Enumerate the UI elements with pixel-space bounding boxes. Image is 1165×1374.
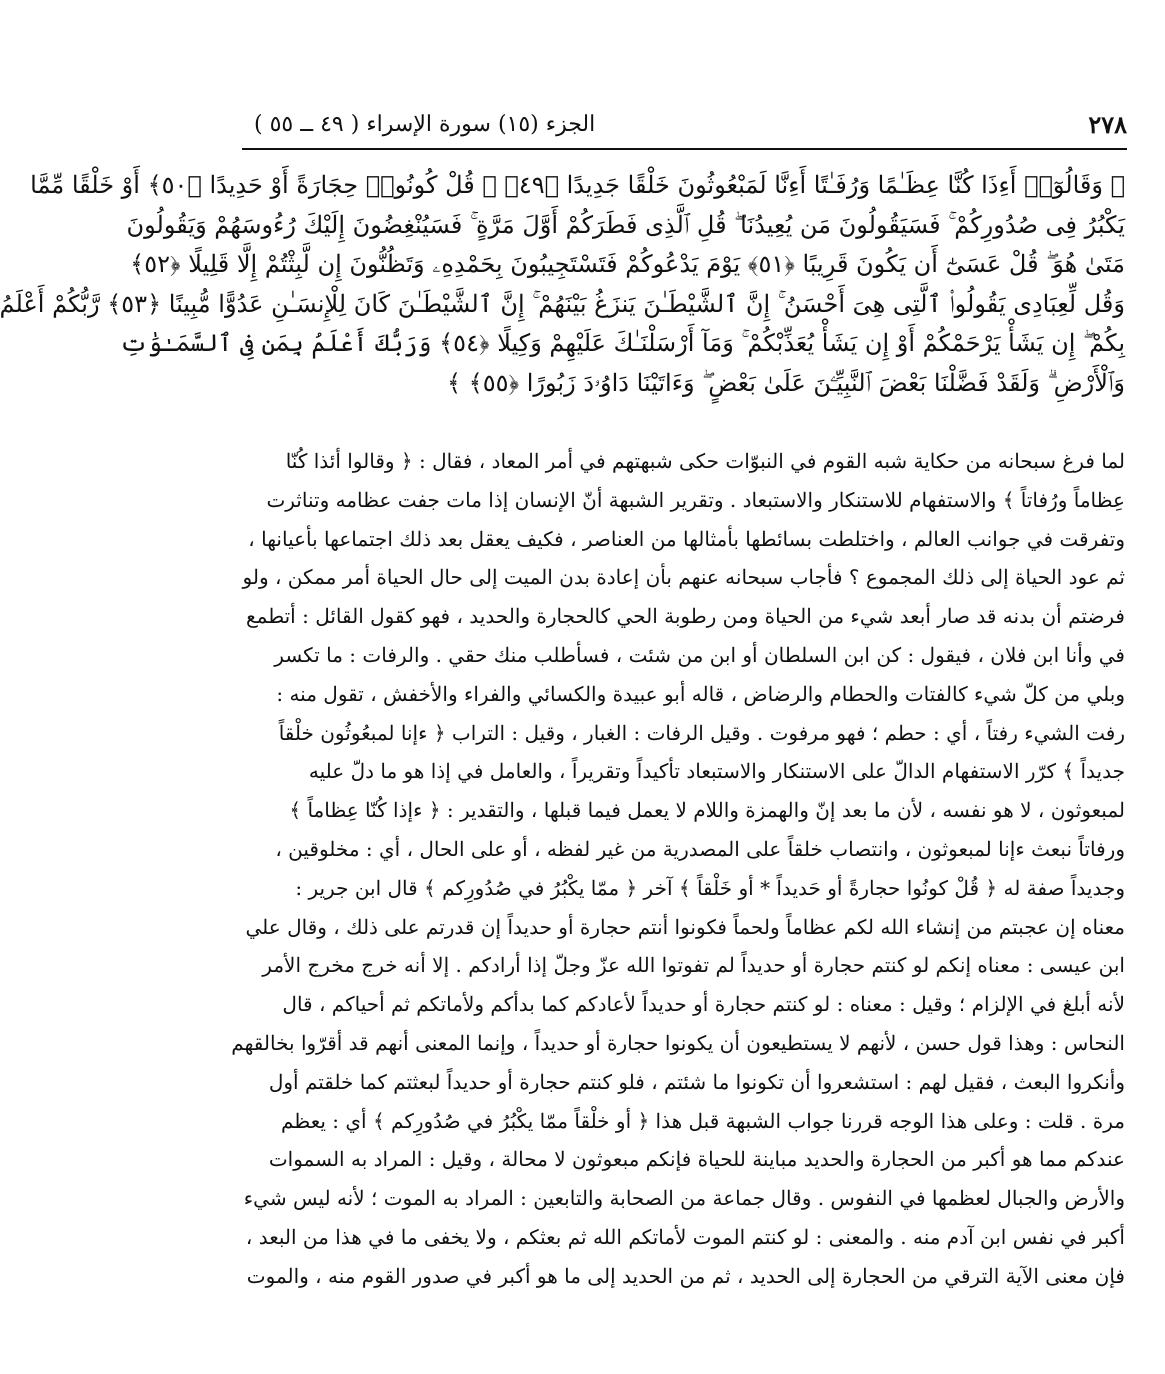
- commentary-line: معناه إن عجبتم من إنشاء الله لكم عظاماً ولحماً فكونوا أنتم حجارة أو حديداً إن قدرتم على ذلك ، وقال علي: [245, 914, 1125, 939]
- commentary-line: وأنكروا البعث ، فقيل لهم : استشعروا أن تكونوا ما شئتم ، فلو كنتم حجارة أو حديداً لبعثتم كما خلقتم أول: [268, 1069, 1125, 1094]
- verse-line: مَتَىٰ هُوَ ۖ قُلْ عَسَىٰٓ أَن يَكُونَ قَرِيبًا ﴿٥١﴾ يَوْمَ يَدْعُوكُمْ فَتَسْتَجِيبُونَ بِحَمْدِهِۦ وَتَظُنُّونَ إِن لَّبِثْتُمْ إِلَّا قَلِيلًا ﴿٥٢﴾: [130, 250, 1125, 278]
- verse-line: بِكُمْ ۖ إِن يَشَأْ يَرْحَمْكُمْ أَوْ إِن يَشَأْ يُعَذِّبْكُمْ ۚ وَمَآ أَرْسَلْنَـٰكَ عَلَيْهِمْ وَكِيلًا ﴿٥٤﴾ وَرَبُّكَ أَعْلَمُ بِمَن فِى ٱلسَّمَـٰوَٰتِ: [119, 329, 1125, 357]
- commentary-line: لمبعوثون ، لا هو نفسه ، لأن ما بعد إنّ والهمزة واللام لا يعمل فيما قبلها ، والتقدير : ﴿ ءإذا كُنّا عِظاماً ﴾: [289, 798, 1125, 823]
- tafsir-commentary: [231, 442, 1125, 1296]
- commentary-line: جديداً ﴾ كرّر الاستفهام الدالّ على الاستنكار والاستبعاد تأكيداً وتقريراً ، والعامل في إذا هو ما دلّ عليه: [308, 759, 1125, 784]
- commentary-line: ورفاتاً نبعث ءإنا لمبعوثون ، وانتصاب خلقاً على المصدرية من غير لفظه ، أو على الحال ، أي : مخلوقين ،: [275, 836, 1125, 861]
- commentary-line: وجديداً صفة له ﴿ قُلْ كونُوا حجارةً أو حَديداً * أو خَلْقاً ﴾ آخر ﴿ ممّا يكْبُرُ في صُدُورِكم ﴾ قال ابن جرير :: [295, 875, 1125, 900]
- commentary-line: ابن عيسى : معناه إنكم لو كنتم حجارة أو حديداً لم تفوتوا الله عزّ وجلّ إذا أرادكم . إلا أنه خرج مخرج الأمر: [262, 953, 1125, 978]
- commentary-line: رفت الشيء رفتاً ، أي : حطم ؛ فهو مرفوت . وقيل الرفات : الغبار ، وقيل : التراب ﴿ ءإنا لمبعُوثُون خلْقاً: [278, 720, 1125, 745]
- verse-line: وَٱلْأَرْضِ ۗ وَلَقَدْ فَضَّلْنَا بَعْضَ ٱلنَّبِيِّـۧنَ عَلَىٰ بَعْضٍ ۖ وَءَاتَيْنَا دَاوُۥدَ زَبُورًا ﴿٥٥﴾ ﴾: [446, 368, 1125, 397]
- verse-line: ﴿ وَقَالُوٓا۟ أَءِذَا كُنَّا عِظَـٰمًا وَرُفَـٰتًا أَءِنَّا لَمَبْعُوثُونَ خَلْقًا جَدِيدًا ﴿٤٩﴾ ۞ قُلْ كُونُوا۟ حِجَارَةً أَوْ حَدِيدًا ﴿٥٠﴾ أَوْ خَلْقًا مِّمَّا: [30, 171, 1125, 199]
- header-divider: [242, 148, 1127, 150]
- commentary-line: والأرض والجبال لعظمها في النفوس . وقال جماعة من الصحابة والتابعين : المراد به الموت ؛ لأنه ليس شيء: [243, 1186, 1125, 1211]
- commentary-line: عِظاماً ورُفاتاً ﴾ والاستفهام للاستنكار والاستبعاد . وتقرير الشبهة أنّ الإنسان إذا مات جفت عظامه وتناثرت: [266, 487, 1125, 512]
- commentary-line: لما فرغ سبحانه من حكاية شبه القوم في النبوّات حكى شبهتهم في أمر المعاد ، فقال : ﴿ وقالوا أئذا كُنّا: [285, 449, 1125, 473]
- commentary-line: ثم عود الحياة إلى ذلك المجموع ؟ فأجاب سبحانه عنهم بأن إعادة بدن الميت إلى حال الحياة أمر ممكن ، ولو: [242, 565, 1125, 590]
- commentary-line: أكبر في نفس ابن آدم منه . والمعنى : لو كنتم الموت لأماتكم الله ثم بعثكم ، ولا يخفى ما في هذا من البعد ،: [245, 1224, 1125, 1249]
- running-title: الجزء (١٥) سورة الإسراء ( ٤٩ ــ ٥٥ ): [254, 111, 596, 137]
- commentary-line: لأنه أبلغ في الإلزام ؛ وقيل : معناه : لو كنتم حجارة أو حديداً لأعادكم كما بدأكم ولأماتكم ثم أحياكم ، قال: [282, 992, 1125, 1017]
- commentary-line: النحاس : وهذا قول حسن ، لأنهم لا يستطيعون أن يكونوا حجارة أو حديداً ، وإنما المعنى أنهم قد أقرّوا بخالقهم: [231, 1030, 1125, 1055]
- commentary-line: فإن معنى الآية الترقي من الحجارة إلى الحديد ، ثم من الحديد إلى ما هو أكبر في صدور القوم منه ، والموت: [246, 1263, 1125, 1288]
- commentary-line: وتفرقت في جوانب العالم ، واختلطت بسائطها بأمثالها من العناصر ، فكيف يعقل بعد ذلك اجتماعها بأعيانها ،: [248, 526, 1125, 551]
- commentary-line: فرضتم أن بدنه قد صار أبعد شيء من الحياة ومن رطوبة الحي كالحجارة والحديد ، فهو كقول القائل : أتطمع: [246, 604, 1125, 629]
- verse-line: يَكْبُرُ فِى صُدُورِكُمْ ۚ فَسَيَقُولُونَ مَن يُعِيدُنَا ۖ قُلِ ٱلَّذِى فَطَرَكُمْ أَوَّلَ مَرَّةٍ ۚ فَسَيُنْغِضُونَ إِلَيْكَ رُءُوسَهُمْ وَيَقُولُونَ: [126, 210, 1125, 239]
- commentary-line: وبلي من كلّ شيء كالفتات والحطام والرضاض ، قاله أبو عبيدة والكسائي والفراء والأخفش ، تقول منه :: [276, 681, 1125, 706]
- commentary-line: عندكم مما هو أكبر من الحجارة والحديد مباينة للحياة فإنكم مبعوثون لا محالة ، وقيل : المراد به السموات: [268, 1147, 1125, 1172]
- commentary-line: في وأنا ابن فلان ، فيقول : كن ابن السلطان أو ابن من شئت ، فسأطلب منك حقي . والرفات : ما تكسر: [274, 642, 1125, 667]
- commentary-line: مرة . قلت : وعلى هذا الوجه قررنا جواب الشبهة قبل هذا ﴿ أو خلْقاً ممّا يكْبُرُ في صُدُورِكم ﴾ أي : يعظم: [280, 1108, 1125, 1133]
- quran-verses-block: [0, 166, 1125, 403]
- verse-line: وَقُل لِّعِبَادِى يَقُولُوا۟ ٱلَّتِى هِىَ أَحْسَنُ ۚ إِنَّ ٱلشَّيْطَـٰنَ يَنزَغُ بَيْنَهُمْ ۚ إِنَّ ٱلشَّيْطَـٰنَ كَانَ لِلْإِنسَـٰنِ عَدُوًّا مُّبِينًا ﴿٥٣﴾ رَّبُّكُمْ أَعْلَمُ: [0, 289, 1125, 318]
- page-header: [254, 104, 1127, 144]
- page-number: ٢٧٨: [1088, 109, 1127, 139]
